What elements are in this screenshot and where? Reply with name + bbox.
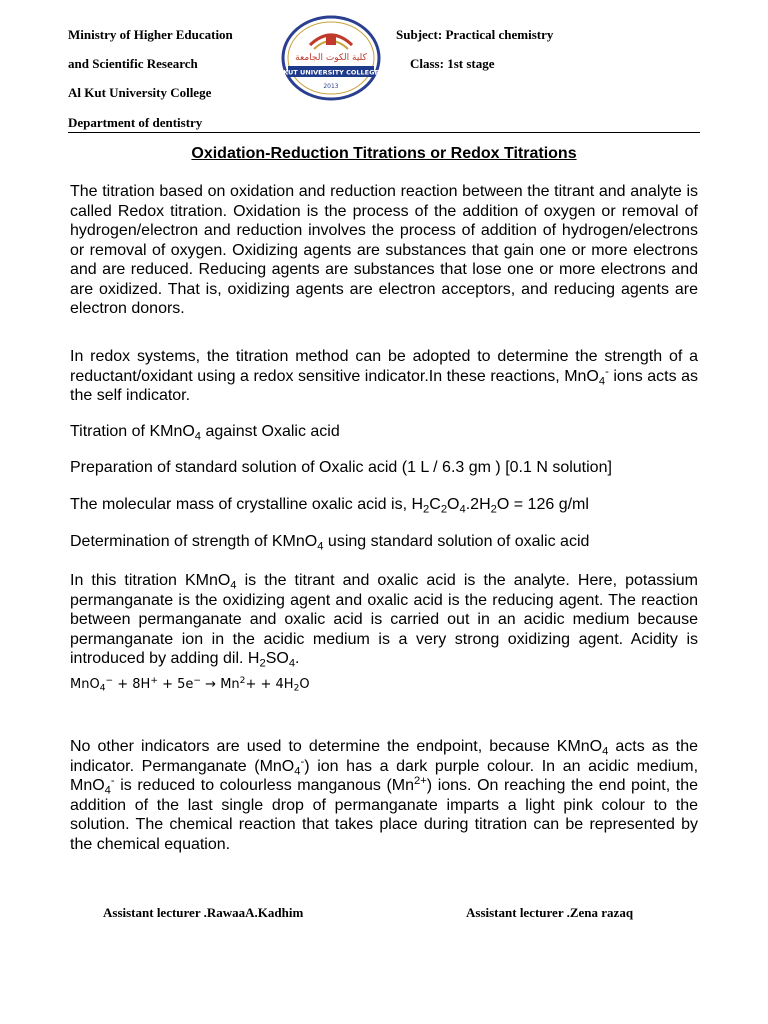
- paragraph-redox-systems: In redox systems, the titration method can be adopted to determine the strength of a reductant/oxidant using a redox sensitive indicator.In these reactions, MnO$_4$- ions acts as the self indicator.: [70, 348, 699, 404]
- subject-label: Subject: Practical chemistry: [396, 27, 554, 42]
- line-molecular-mass: The molecular mass of crystalline oxalic acid is, $H_2C_2O_4.2H_2O = 126$ g/ml: [70, 496, 589, 516]
- paragraph-titrant-analyte: In this titration KMnO$_4$ is the titrant and oxalic acid is the analyte. Here, potassium permanganate is the oxidizing agent and oxalic acid is the reducing agent. The reaction between permanganate and oxalic acid is carried out in an acidic medium because permanganate ion in the acidic medium is a very strong oxidizing agent. Acidity is introduced by adding dil. $H_2SO_4$.: [70, 572, 699, 670]
- kut-university-college-logo-icon: [280, 15, 382, 101]
- page-title: Oxidation-Reduction Titrations or Redox Titrations: [191, 145, 577, 162]
- logo-year-text: 2013: [323, 83, 339, 90]
- line-titration-of-kmno4: Titration of KMnO$_4$ against Oxalic acid: [70, 423, 340, 443]
- ministry-line2: and Scientific Research: [68, 56, 198, 71]
- department-name: Department of dentistry: [68, 115, 203, 130]
- paragraph-redox-definition: The titration based on oxidation and reduction reaction between the titrant and analyte is called Redox titration. Oxidation is the process of the addition of oxygen or removal of hydrogen/electron and reduction involves the process of addition of hydrogen/electrons or removal of oxygen. Oxidizing agents are substances that gain one or more electrons and are reduced. Reducing agents are substances that lose one or more electrons and are oxidized. That is, oxidizing agents are electron acceptors, and reducing agents are electron donors.: [70, 183, 698, 317]
- header-divider: [68, 132, 700, 133]
- footer-lecturer-right: Assistant lecturer .Zena razaq: [466, 905, 634, 920]
- line-preparation-oxalic-acid: Preparation of standard solution of Oxalic acid (1 L / 6.3 gm ) [0.1 N solution]: [70, 459, 612, 476]
- chemical-equation: $MnO_4^- + 8H^+ + 5e^- \to Mn^2+ + 4H_2O$: [70, 676, 310, 694]
- paragraph-indicator: No other indicators are used to determine the endpoint, because KMnO$_4$ acts as the indicator. Permanganate (MnO$_4$-) ion has a dark purple colour. In an acidic medium, MnO$_4$- is reduced to colourless manganous $(Mn^{2+})$ ions. On reaching the end point, the addition of the last single drop of permanganate imparts a light pink colour to the solution. The chemical reaction that takes place during titration can be represented by the chemical equation.: [70, 738, 699, 853]
- footer-lecturer-left: Assistant lecturer .RawaaA.Kadhim: [103, 905, 304, 920]
- logo-arabic-text: كلية الكوت الجامعة: [295, 53, 367, 63]
- ministry-line1: Ministry of Higher Education: [68, 27, 233, 42]
- line-determination-strength: Determination of strength of KMnO$_4$ using standard solution of oxalic acid: [70, 533, 590, 553]
- class-label: Class: 1st stage: [410, 56, 495, 71]
- college-name: Al Kut University College: [68, 85, 212, 100]
- logo-band-text: KUT UNIVERSITY COLLEGE: [283, 68, 379, 77]
